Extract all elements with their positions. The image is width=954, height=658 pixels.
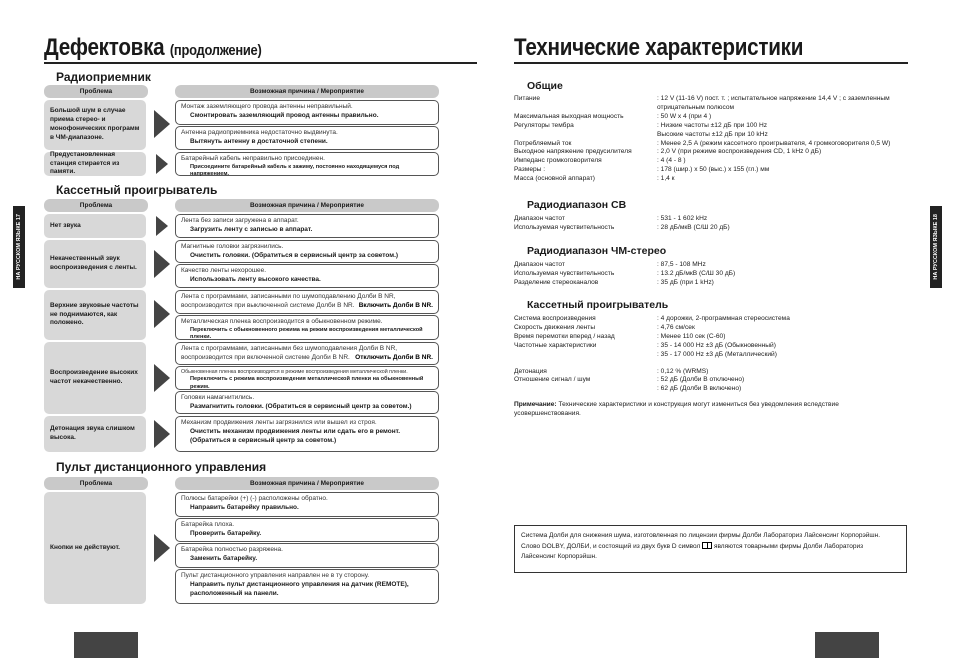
remedy-card: Батарейка плоха. Проверить батарейку. bbox=[175, 518, 439, 542]
title-rule-right bbox=[514, 62, 908, 64]
spec-title-fm: Радиодиапазон ЧМ-стерео bbox=[527, 245, 667, 257]
remedy-card: Механизм продвижения ленты загрязнился или вышел из строя. Очистить механизм продвижения ленты или сдать его в ремонт. (Обратиться в сервисный центр за советом.) bbox=[175, 416, 439, 452]
page-number-box-right bbox=[815, 632, 879, 658]
spec-list-fm: Диапазон частот : 87,5 - 108 MHz Используемая чувствительность : 13.2 дБ/мкВ (С/Ш 30 дБ) Разделение стереоканалов : 35 дБ (при 1 kHz) bbox=[514, 261, 736, 286]
header-cause: Возможная причина / Мероприятие bbox=[175, 199, 439, 212]
dolby-line-2: Слово DOLBY, ДОЛБИ, и состоящий из двух букв D символ являются товарными фирмы Долби Лабораториз bbox=[521, 542, 864, 550]
remedy-card: Лента без записи загружена в аппарат. Загрузить ленту с записью в аппарат. bbox=[175, 214, 439, 238]
section-title-cassette: Кассетный проигрыватель bbox=[56, 183, 218, 197]
header-problem: Проблема bbox=[44, 199, 148, 212]
page-title-troubleshooting bbox=[44, 34, 261, 62]
remedy-card: Пульт дистанционного управления направлен не в ту сторону. Направить пульт дистанционного управления на датчик (REMOTE), расположенный на панели. bbox=[175, 569, 439, 604]
remedy-card: Качество ленты нехорошее. Использовать ленту высокого качества. bbox=[175, 264, 439, 288]
section-title-radio: Радиоприемник bbox=[56, 70, 151, 84]
spec-title-cassette: Кассетный проигрыватель bbox=[527, 299, 669, 311]
remedy-card: Монтаж заземляющего провода антенны неправильный. Смонтировать заземляющий провод антенны правильно. bbox=[175, 100, 439, 125]
remedy-card: Лента с программами, записанными без шумоподавления Долби В NR, воспроизводится при включенной системе Долби В NR. Отключить Долби В NR. bbox=[175, 342, 439, 365]
remedy-card: Металлическая пленка воспроизводится в обыкновенном режиме. Переключить с обыкновенного режима на режим воспроизведения металлической пленки. bbox=[175, 315, 439, 340]
problem-preset-erased: Предустановленная станция стирается из памяти. bbox=[44, 152, 146, 176]
spec-note bbox=[514, 400, 904, 418]
spec-title-am: Радиодиапазон СВ bbox=[527, 199, 627, 211]
dolby-symbol-icon bbox=[702, 542, 712, 549]
arrow-icon bbox=[154, 110, 170, 138]
spec-list-am: Диапазон частот : 531 - 1 602 kHz Используемая чувствительность : 28 дБ/мкВ (С/Ш 20 дБ) bbox=[514, 215, 730, 231]
spec-title-general: Общие bbox=[527, 80, 563, 92]
title-sub: (продолжение) bbox=[169, 42, 262, 59]
remedy-card: Батарейка полностью разряжена. Заменить батарейку. bbox=[175, 543, 439, 568]
dolby-line-3: Лайсенсинг Корпорэйшн. bbox=[521, 553, 597, 560]
page-title-specs: Технические характеристики bbox=[514, 34, 804, 61]
page-number-box-left bbox=[74, 632, 138, 658]
arrow-icon bbox=[154, 300, 170, 328]
problem-highs-poor: Воспроизведение высоких частот некачественно. bbox=[44, 342, 146, 414]
arrow-icon bbox=[154, 534, 170, 562]
problem-buttons-not-working: Кнопки не действуют. bbox=[44, 492, 146, 604]
arrow-icon bbox=[156, 216, 168, 236]
remedy-card: Батарейный кабель неправильно присоединен. Присоедините батарейный кабель к зажиму, постоянно находящемуся под напряжением. bbox=[175, 152, 439, 176]
problem-radio-noise: Большой шум в случае приема стерео- и монофонических программ в ЧМ-диапазоне. bbox=[44, 100, 146, 150]
remedy-card: Магнитные головки загрязнились. Очистить головки. (Обратиться в сервисный центр за советом.) bbox=[175, 240, 439, 263]
spec-list-general: Питание : 12 V (11-16 V) пост. т. ; испытательное напряжение 14,4 V ; с заземленным отрицательным полюсом Максимальная выходная мощность : 50 W x 4 (при 4 ) Регуляторы тембра : Низкие частоты ±12 дБ при 100 Hz Высокие частоты ±12 дБ при 10 kHz Потребляемый ток : Менее 2,5 А (режим кассетного проигрывателя, 4 громкоговорителя 0,5 W) Выходное напряжение предусилителя : 2,0 V (при режиме воспроизведения CD, 1 kHz 0 дБ) Импеданс громкоговорителя : 4 (4 - 8 ) Размеры : : 178 (шир.) x 50 (выс.) x 155 (гл.) мм Масса (основной аппарат) : 1,4 к bbox=[514, 95, 891, 183]
remedy-card: Антенна радиоприемника недостаточно выдвинута. Вытянуть антенну в достаточной степени. bbox=[175, 126, 439, 150]
note-label: Примечание: bbox=[514, 401, 557, 408]
header-cause: Возможная причина / Мероприятие bbox=[175, 477, 439, 490]
remedy-card: Обыкновенная пленка воспроизводится в режиме воспроизведения металлической пленки. Переключить с режима воспроизведения металлической пленки на обыкновенный режим. bbox=[175, 366, 439, 390]
remedy-card: Полюсы батарейки (+) (-) расположены обратно. Направить батарейку правильно. bbox=[175, 492, 439, 517]
header-problem: Проблема bbox=[44, 85, 148, 98]
problem-no-sound: Нет звука bbox=[44, 214, 146, 238]
title-main: Дефектовка bbox=[44, 34, 165, 61]
dolby-license-box bbox=[514, 525, 907, 573]
arrow-icon bbox=[154, 420, 170, 448]
problem-highs-not-raised: Верхние звуковые частоты не поднимаются, как положено. bbox=[44, 290, 146, 340]
arrow-icon bbox=[156, 154, 168, 174]
spec-list-cassette: Система воспроизведения : 4 дорожки, 2-программная стереосистема Скорость движения ленты : 4,76 см/сек Время перемотки вперед / назад : Менее 110 сек (C-60) Частотные характеристики : 35 - 14 000 Hz ±3 дБ (Обыкновенный) : 35 - 17 000 Hz ±3 дБ (Металлический) Детонация : 0,12 % (WRMS) Отношение сигнал / шум : 52 дБ (Долби В отключено) : 62 дБ (Долби В включено) bbox=[514, 315, 790, 393]
side-tab-right: НА РУССКОМ ЯЗЫКЕ 18 bbox=[930, 206, 942, 288]
arrow-icon bbox=[154, 250, 170, 278]
problem-wow-flutter: Детонация звука слишком высока. bbox=[44, 416, 146, 452]
section-title-remote: Пульт дистанционного управления bbox=[56, 460, 267, 474]
remedy-card: Лента с программами, записанными по шумоподавлению Долби В NR, воспроизводится при выключенной системе Долби В NR. Включить Долби В NR. bbox=[175, 290, 439, 314]
side-tab-left: НА РУССКОМ ЯЗЫКЕ 17 bbox=[13, 206, 25, 288]
dolby-line-1: Система Долби для снижения шума, изготовленная по лицензии фирмы Долби Лабораториз Лайсенсинг Корпорэйшн. bbox=[521, 532, 881, 539]
note-text: Технические характеристики и конструкция могут измениться без уведомления вследствие усовершенствования. bbox=[514, 401, 839, 417]
problem-poor-sound: Некачественный звук воспроизведения с ленты. bbox=[44, 240, 146, 288]
title-rule-left bbox=[44, 62, 477, 64]
header-problem: Проблема bbox=[44, 477, 148, 490]
header-cause: Возможная причина / Мероприятие bbox=[175, 85, 439, 98]
remedy-card: Головки намагнитились. Размагнитить головки. (Обратиться в сервисный центр за советом.) bbox=[175, 391, 439, 414]
arrow-icon bbox=[154, 364, 170, 392]
